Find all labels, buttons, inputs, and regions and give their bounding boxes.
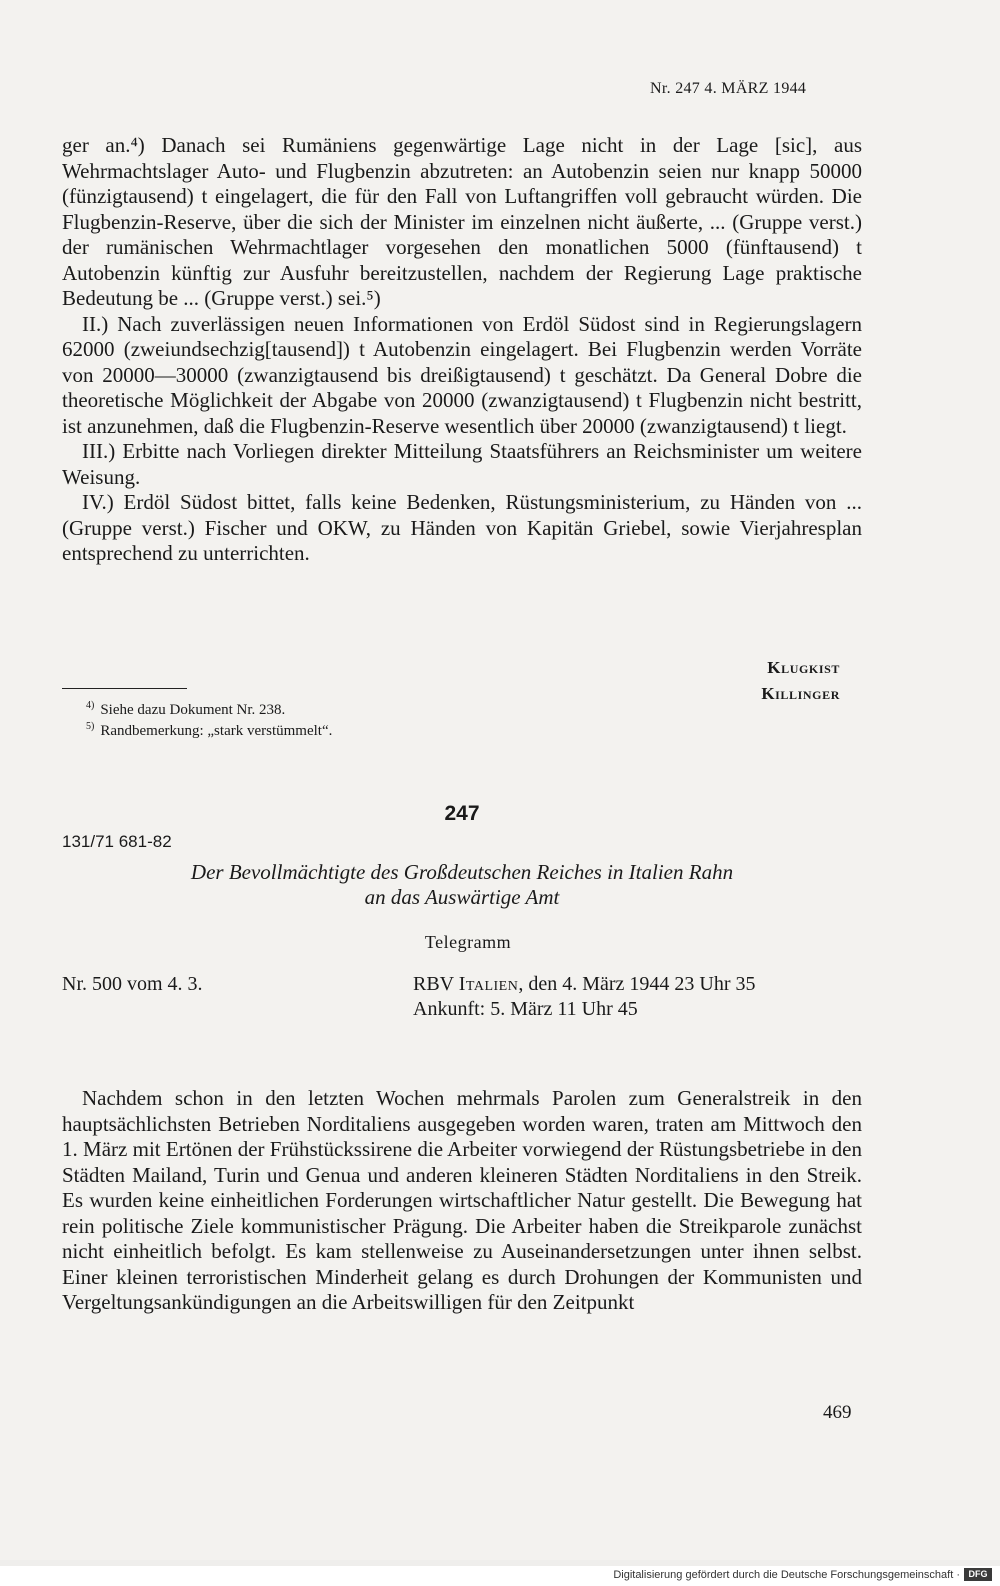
archive-reference: 131/71 681-82 bbox=[62, 832, 172, 851]
body-text-bottom bbox=[62, 1086, 862, 1316]
footnote-mark: 5) bbox=[86, 721, 95, 732]
telegram-number: Nr. 500 vom 4. 3. bbox=[62, 973, 203, 995]
page-number: 469 bbox=[823, 1402, 852, 1423]
telegram-origin bbox=[413, 973, 756, 996]
footnote-divider bbox=[62, 688, 187, 689]
paragraph-telegram-text: Nachdem schon in den letzten Wochen mehrmals Parolen zum Generalstreik in den hauptsächlichsten Betrieben Norditaliens ausgegeben worden waren, traten am Mittwoch den 1. März mit Ertönen der Frühstückssirene die Arbeiter vorwiegend der Rüstungsbetriebe in den Städten Mailand, Turin und Genua und anderen kleineren Städten Norditaliens in den Streik. Es wurden keine einheitlichen Forderungen wirtschaftlicher Natur gestellt. Die Bewegung hat rein politische Ziele kommunistischer Prägung. Die Arbeiter haben die Streikparole zunächst nicht einheitlich befolgt. Es kam stellenweise zu Auseinandersetzungen unter ihnen selbst. Einer kleinen terroristischen Minderheit gelang es durch Drohungen der Kommunisten und Vergeltungsankündigungen an die Arbeitswilligen für den Zeitpunkt bbox=[62, 1086, 862, 1314]
telegram-arrival: Ankunft: 5. März 11 Uhr 45 bbox=[413, 998, 638, 1020]
footnote-text: Randbemerkung: „stark verstümmelt“. bbox=[100, 723, 333, 739]
footer-credit: Digitalisierung gefördert durch die Deutsche Forschungsgemeinschaft · bbox=[613, 1569, 960, 1581]
heading-line-1: Der Bevollmächtigte des Großdeutschen Reiches in Italien Rahn bbox=[190, 860, 734, 884]
heading-line-2: an das Auswärtige Amt bbox=[364, 885, 560, 909]
document-heading bbox=[62, 860, 862, 910]
body-text-top bbox=[62, 133, 862, 567]
footnote-4 bbox=[86, 700, 285, 719]
origin-prefix: RBV bbox=[413, 973, 459, 995]
signature-klugkist: Klugkist bbox=[767, 658, 840, 677]
footnote-mark: 4) bbox=[86, 700, 95, 711]
paragraph-section-4: IV.) Erdöl Südost bittet, falls keine Bedenken, Rüstungsministerium, zu Händen von ... (Gruppe verst.) Fischer und OKW, zu Händen von Kapitän Griebel, sowie Vierjahresplan entsprechend zu unterrichten. bbox=[62, 490, 862, 565]
dfg-logo: DFG bbox=[964, 1568, 992, 1581]
document-type: Telegramm bbox=[424, 932, 512, 952]
paragraph-continuation: ger an.⁴) Danach sei Rumäniens gegenwärtige Lage nicht in der Lage [sic], aus Wehrmachtslager Auto- und Flugbenzin abzutreten: an Autobenzin seien nur knapp 50000 (fünzigtausend) t eingelagert, die für den Fall von Luftangriffen voll gebraucht würden. Die Flugbenzin-Reserve, über die sich der Minister im einzelnen nicht äußerte, ... (Gruppe verst.) der rumänischen Wehrmachtlager vorgesehen den monatlichen 5000 (fünftausend) t Autobenzin künftig zur Ausfuhr bereitzustellen, nachdem der Regierung Lage praktische Bedeutung be ... (Gruppe verst.) sei.⁵) bbox=[62, 133, 862, 310]
origin-date-time: , den 4. März 1944 23 Uhr 35 bbox=[518, 973, 756, 995]
footnote-text: Siehe dazu Dokument Nr. 238. bbox=[100, 702, 286, 718]
signature-killinger: Killinger bbox=[761, 684, 840, 703]
origin-place: Italien bbox=[458, 973, 519, 995]
paragraph-section-2: II.) Nach zuverlässigen neuen Informationen von Erdöl Südost sind in Regierungslagern 62000 (zweiundsechzig[tausend]) t Autobenzin eingelagert. Bei Flugbenzin werden Vorräte von 20000—30000 (zwanzigtausend bis dreißigtausend) t geschätzt. Da General Dobre die theoretische Möglichkeit der Abgabe von 20000 (zwanzigtausend) t Flugbenzin nicht bestritt, ist anzunehmen, daß die Flugbenzin-Reserve wesentlich über 20000 (zwanzigtausend) t liegt. bbox=[62, 311, 862, 438]
paragraph-section-3: III.) Erbitte nach Vorliegen direkter Mitteilung Staatsführers an Reichsminister um weitere Weisung. bbox=[62, 439, 862, 489]
running-header: Nr. 247 4. MÄRZ 1944 bbox=[650, 80, 807, 97]
document-number: 247 bbox=[444, 802, 480, 825]
footnote-5 bbox=[86, 721, 332, 740]
